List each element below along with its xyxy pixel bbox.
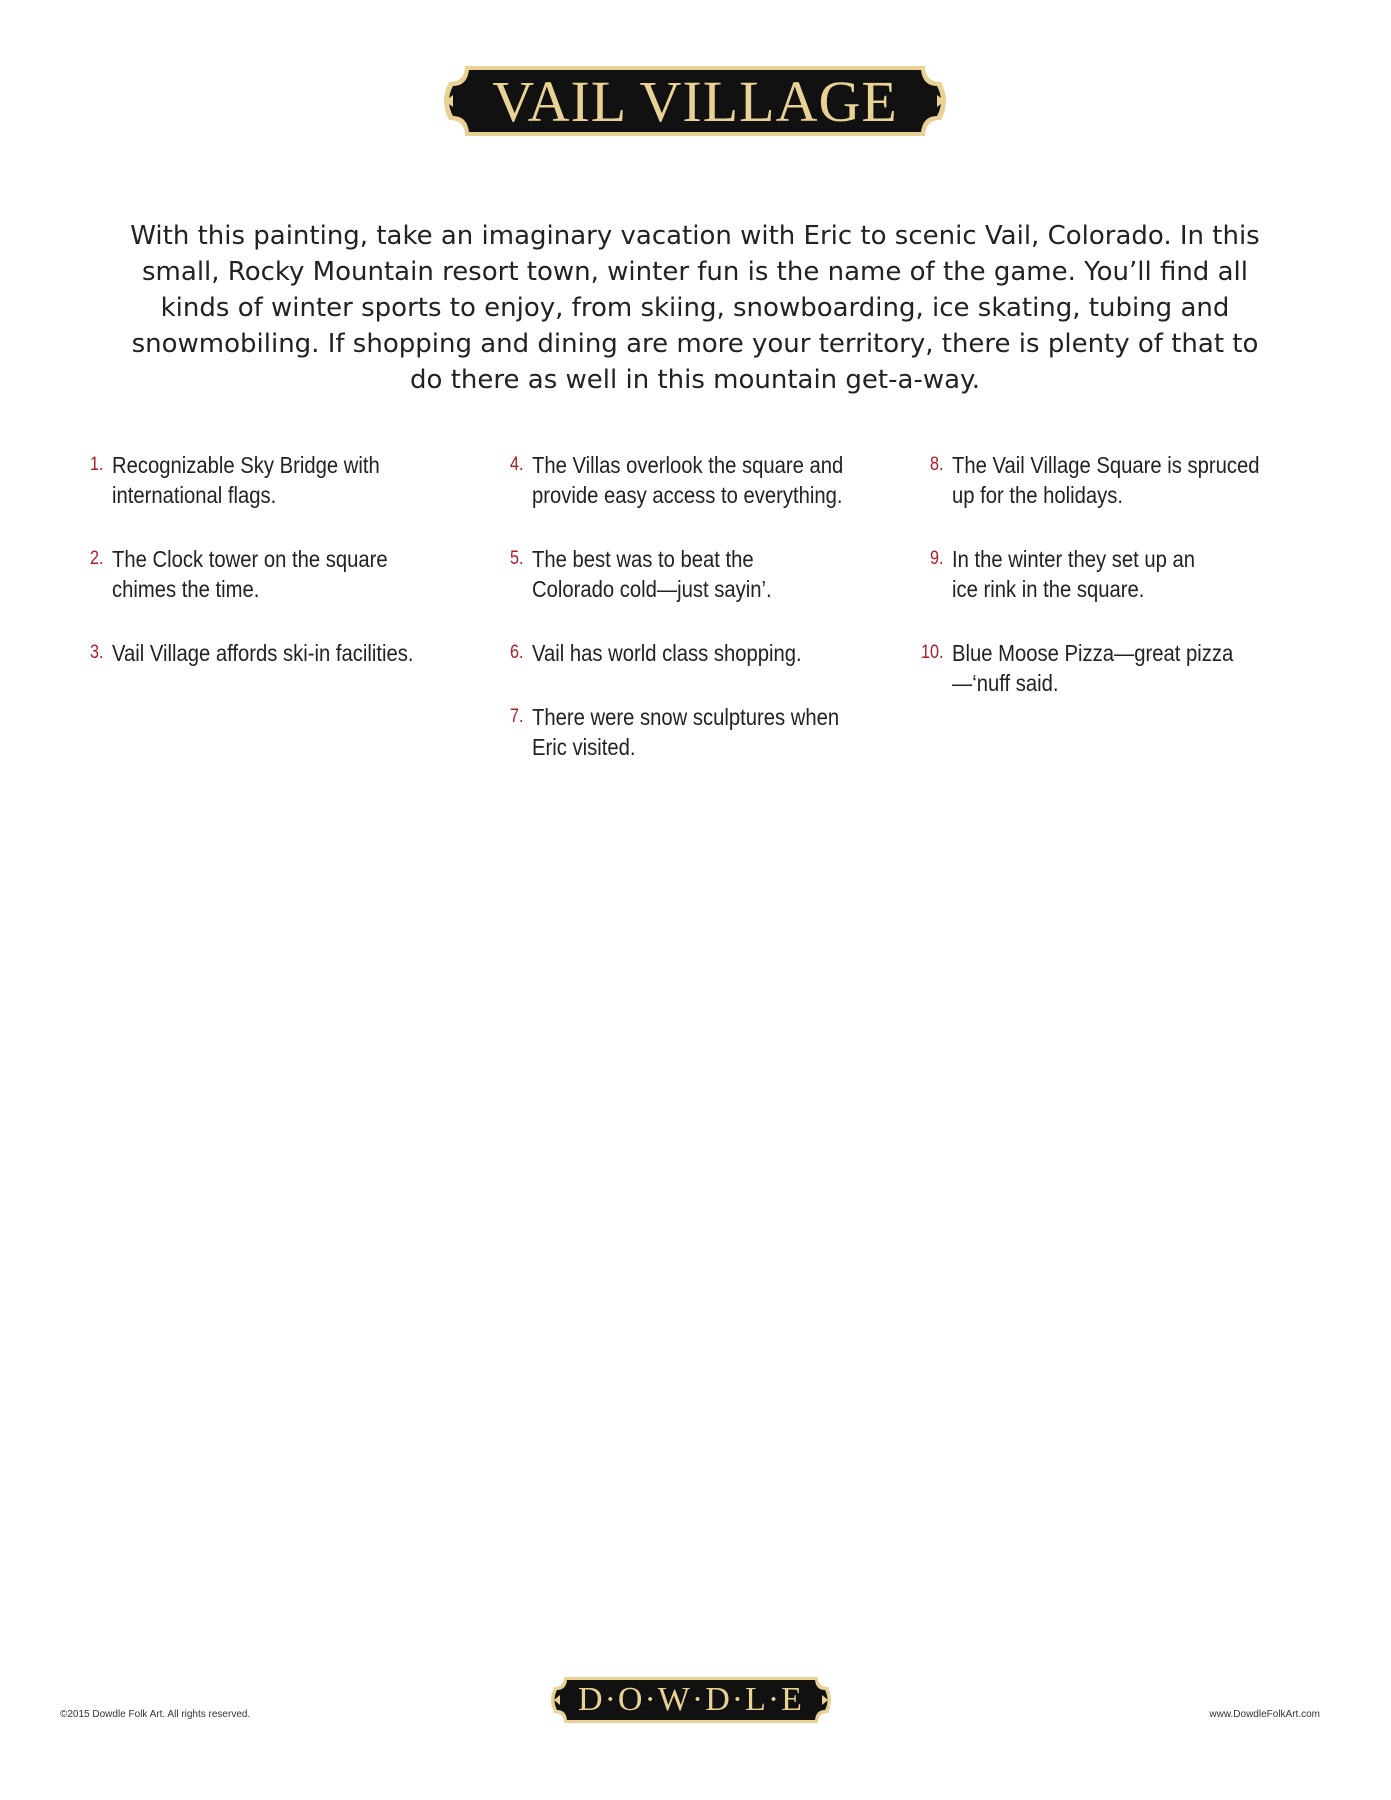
copyright-text: ©2015 Dowdle Folk Art. All rights reserved. — [60, 1709, 251, 1720]
list-item — [912, 638, 1312, 698]
list-item — [492, 450, 892, 510]
dowdle-logo — [546, 1673, 836, 1727]
item-text: There were snow sculptures when Eric visited. — [532, 704, 840, 760]
item-number: 7. — [510, 706, 524, 727]
item-text: Blue Moose Pizza—great pizza—‘nuff said. — [952, 640, 1234, 696]
list-item — [912, 450, 1312, 510]
title-plaque — [435, 60, 955, 142]
item-text: Vail has world class shopping. — [532, 640, 802, 666]
key-column-2 — [492, 450, 892, 796]
item-number: 10. — [921, 642, 944, 663]
item-text: The Vail Village Square is spruced up for the holidays. — [952, 452, 1260, 508]
list-item — [492, 638, 892, 668]
item-text: The Villas overlook the square and provide easy access to everything. — [532, 452, 844, 508]
item-text: Recognizable Sky Bridge with international flags. — [112, 452, 380, 508]
list-item — [72, 450, 472, 510]
item-number: 9. — [930, 548, 944, 569]
list-item — [492, 702, 892, 762]
item-number: 1. — [90, 454, 104, 475]
page-title: VAIL VILLAGE — [492, 68, 898, 134]
list-item — [492, 544, 892, 604]
item-text: The best was to beat the Colorado cold—just sayin’. — [532, 546, 772, 602]
item-number: 8. — [930, 454, 944, 475]
item-text: The Clock tower on the square chimes the time. — [112, 546, 388, 602]
website-link[interactable]: www.DowdleFolkArt.com — [1209, 1709, 1320, 1720]
list-item — [72, 544, 472, 604]
item-text: Vail Village affords ski-in facilities. — [112, 640, 414, 666]
key-column-1 — [72, 450, 472, 702]
list-item — [72, 638, 472, 668]
item-number: 4. — [510, 454, 524, 475]
list-item — [912, 544, 1312, 604]
item-number: 2. — [90, 548, 104, 569]
item-text: In the winter they set up an ice rink in the square. — [952, 546, 1196, 602]
logo-text: D·O·W·D·L·E — [578, 1681, 804, 1718]
item-number: 3. — [90, 642, 104, 663]
item-number: 6. — [510, 642, 524, 663]
item-number: 5. — [510, 548, 524, 569]
key-column-3 — [912, 450, 1312, 732]
intro-paragraph: With this painting, take an imaginary vacation with Eric to scenic Vail, Colorado. In this small, Rocky Mountain resort town, winter fun is the name of the game. You’ll find all kinds of winter sports to enjoy, from skiing, snowboarding, ice skating, tubing and snowmobiling. If shopping and dining are more your territory, there is plenty of that to do there as well in this mountain get-a-way. — [130, 221, 1260, 395]
